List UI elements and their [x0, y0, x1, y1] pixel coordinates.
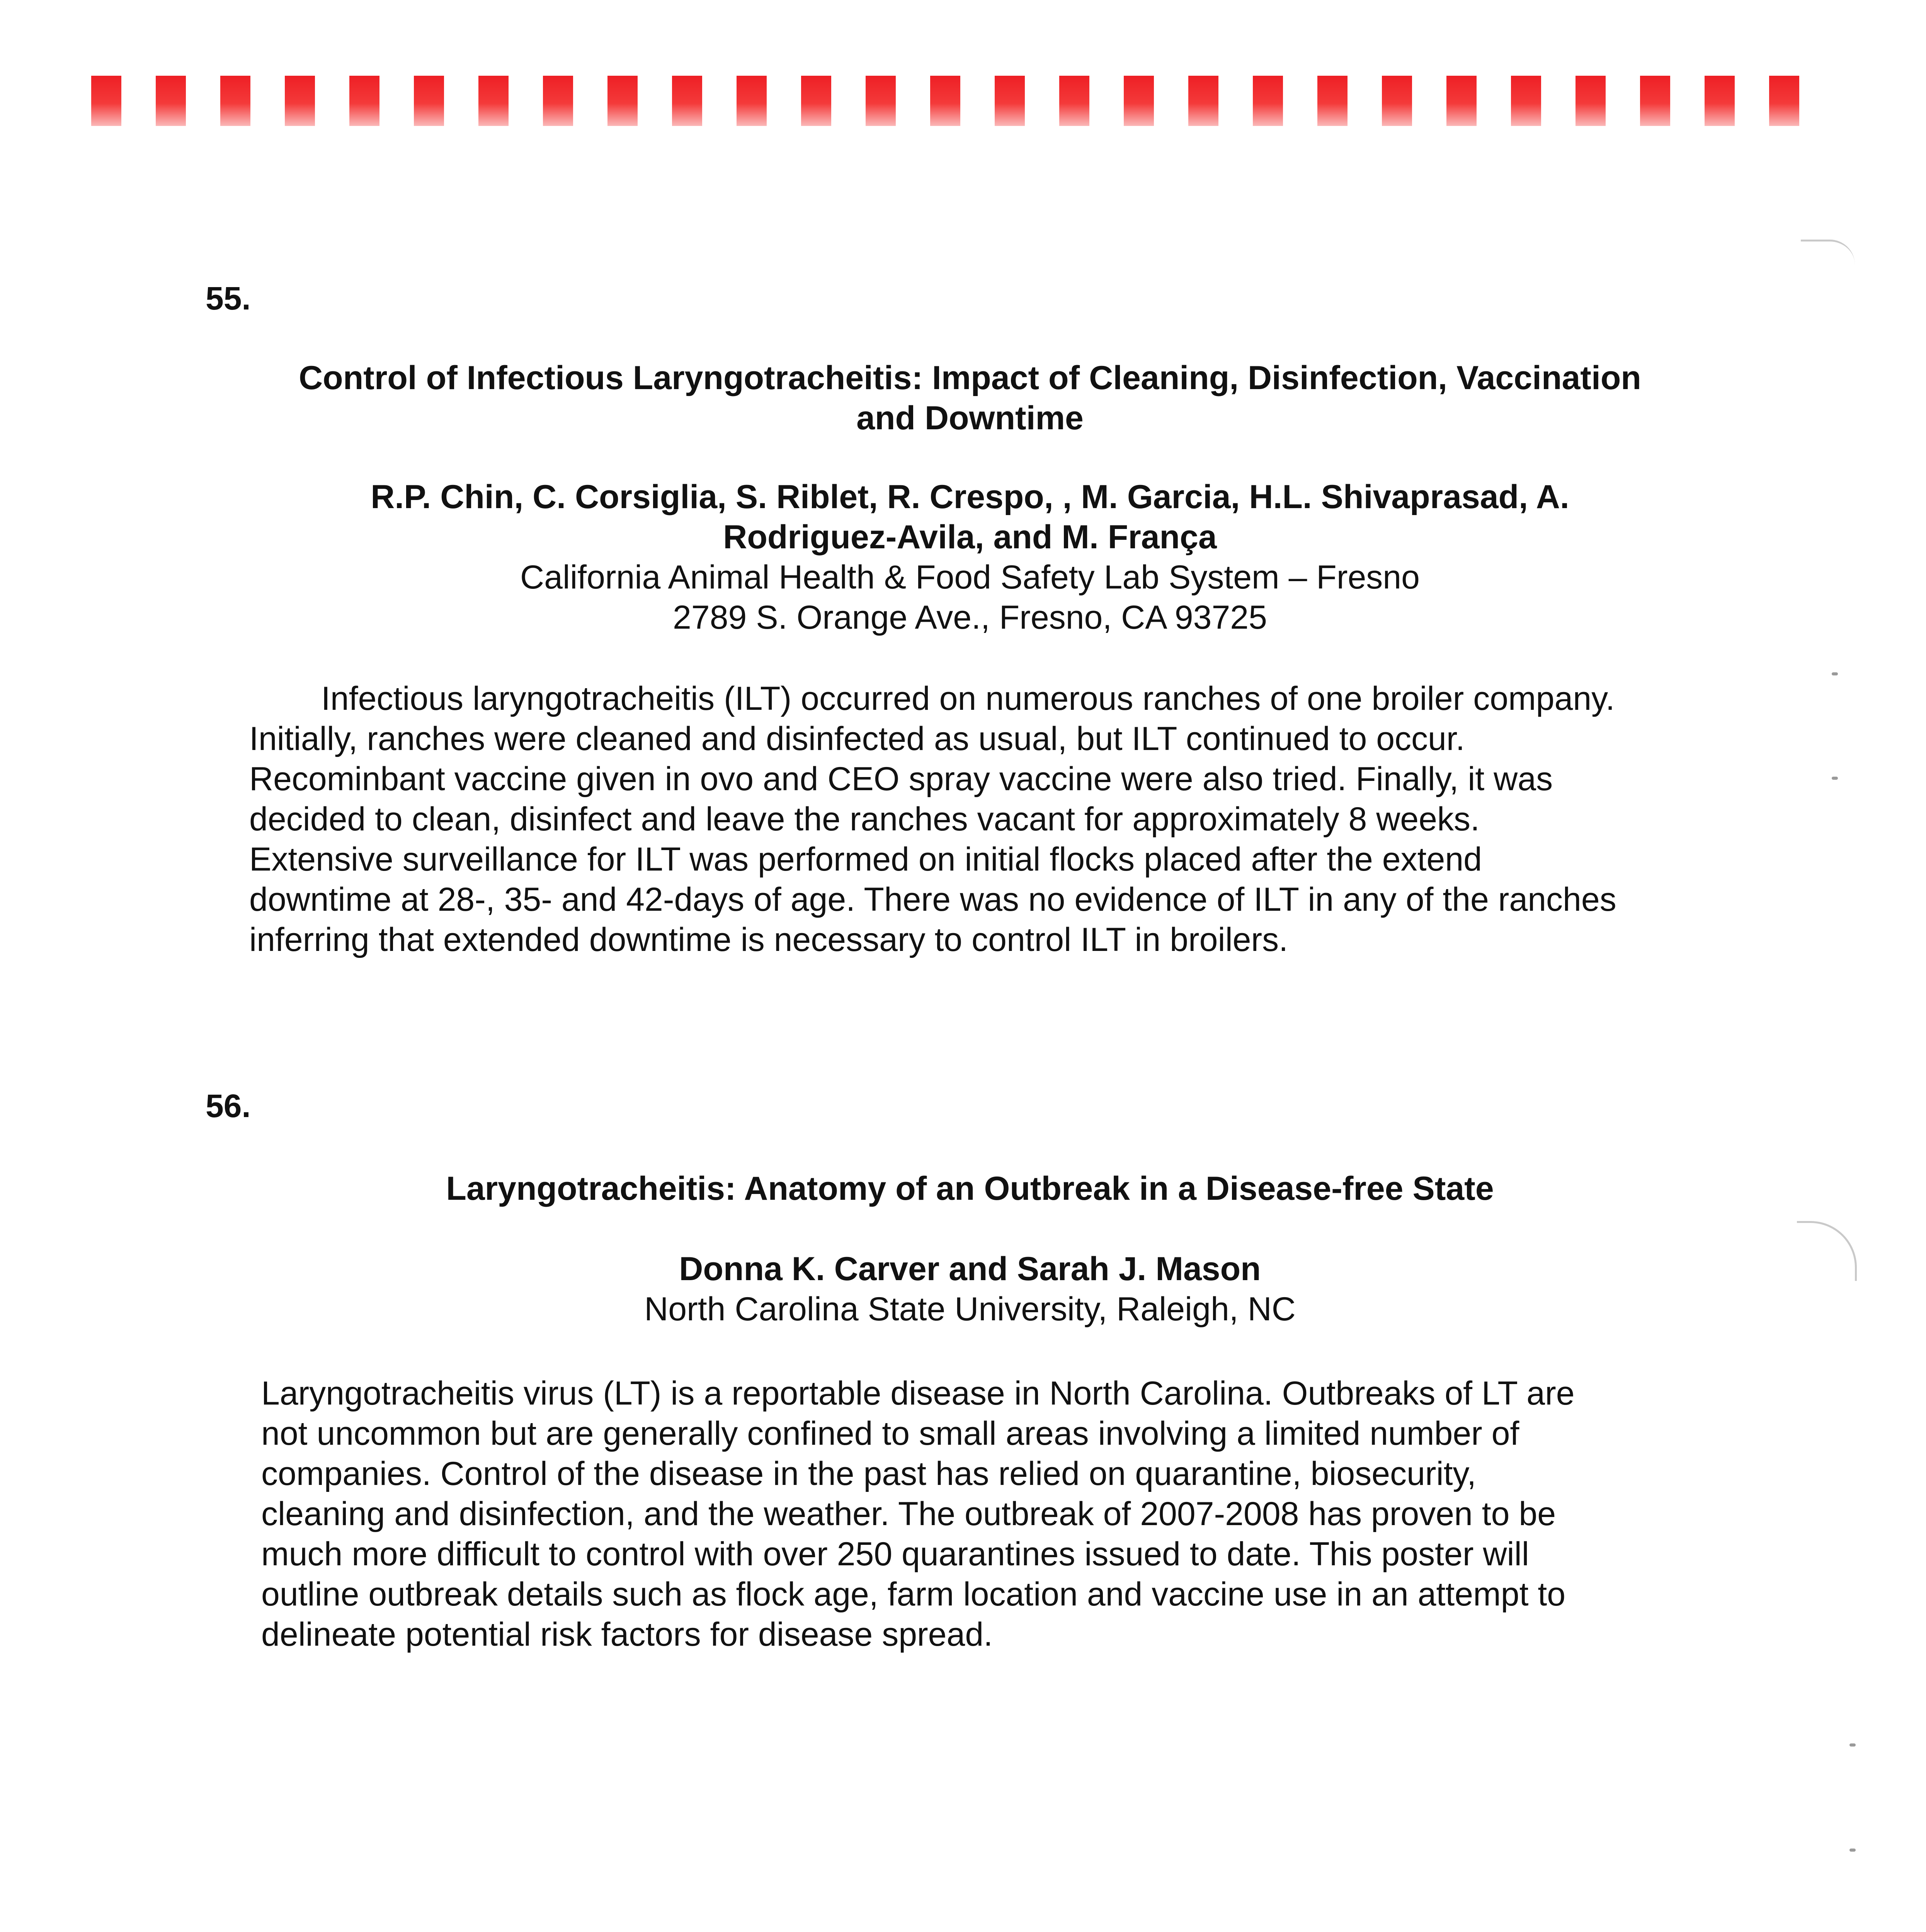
body-line: Recominbant vaccine given in ovo and CEO spray vaccine were also tried. Finally, it was	[249, 760, 1553, 798]
dash	[1576, 76, 1606, 126]
dash	[478, 76, 509, 126]
dash	[1511, 76, 1541, 126]
dash	[1640, 76, 1670, 126]
dash	[866, 76, 896, 126]
dash	[737, 76, 767, 126]
abstract-number: 55.	[206, 280, 251, 316]
body-line: not uncommon but are generally confined to small areas involving a limited number of	[261, 1415, 1519, 1452]
scan-speck	[1832, 672, 1838, 675]
dash	[1317, 76, 1348, 126]
binder-hole-mark	[1801, 240, 1855, 265]
affiliation-line: 2789 S. Orange Ave., Fresno, CA 93725	[673, 599, 1267, 636]
dash	[995, 76, 1025, 126]
dash	[672, 76, 702, 126]
body-line: Laryngotracheitis virus (LT) is a reportable disease in North Carolina. Outbreaks of LT are	[261, 1375, 1575, 1412]
dash	[930, 76, 960, 126]
dash	[91, 76, 121, 126]
affiliation-line: California Animal Health & Food Safety Lab System – Fresno	[520, 559, 1420, 596]
body-line: Extensive surveillance for ILT was performed on initial flocks placed after the extend	[249, 841, 1482, 878]
scan-speck	[1849, 1849, 1856, 1852]
body-line: Infectious laryngotracheitis (ILT) occurred on numerous ranches of one broiler company.	[321, 680, 1615, 717]
dash	[285, 76, 315, 126]
body-line: cleaning and disinfection, and the weather. The outbreak of 2007-2008 has proven to be	[261, 1495, 1556, 1532]
dash	[1059, 76, 1089, 126]
scan-speck	[1849, 1743, 1856, 1747]
author-list: Donna K. Carver and Sarah J. Mason	[679, 1250, 1261, 1287]
title-line: and Downtime	[856, 400, 1084, 437]
body-line: decided to clean, disinfect and leave the ranches vacant for approximately 8 weeks.	[249, 801, 1480, 838]
abstract-title: Laryngotracheitis: Anatomy of an Outbreak in a Disease-free State	[446, 1170, 1494, 1207]
abstract-body	[249, 679, 1616, 960]
scan-speck	[1832, 777, 1838, 780]
abstract-number: 56.	[206, 1088, 251, 1124]
body-line: Initially, ranches were cleaned and disinfected as usual, but ILT continued to occur.	[249, 720, 1465, 757]
body-line: downtime at 28-, 35- and 42-days of age. There was no evidence of ILT in any of the ranches	[249, 881, 1616, 918]
dash	[1769, 76, 1799, 126]
author-line: R.P. Chin, C. Corsiglia, S. Riblet, R. Crespo, , M. Garcia, H.L. Shivaprasad, A.	[371, 478, 1569, 515]
body-line: inferring that extended downtime is necessary to control ILT in broilers.	[249, 921, 1288, 958]
dash	[607, 76, 638, 126]
dash	[801, 76, 831, 126]
title-line: Control of Infectious Laryngotracheitis: Impact of Cleaning, Disinfection, Vaccination	[299, 359, 1641, 396]
abstract-body	[261, 1373, 1575, 1655]
dash	[1188, 76, 1218, 126]
affiliation	[232, 557, 1708, 638]
dash	[1253, 76, 1283, 126]
dash	[156, 76, 186, 126]
body-line: delineate potential risk factors for disease spread.	[261, 1616, 993, 1653]
dash	[543, 76, 573, 126]
header-dash-bar	[91, 76, 1807, 126]
dash	[220, 76, 250, 126]
dash	[1382, 76, 1412, 126]
body-line: much more difficult to control with over 250 quarantines issued to date. This poster will	[261, 1536, 1529, 1573]
body-line: outline outbreak details such as flock age, farm location and vaccine use in an attempt to	[261, 1576, 1566, 1613]
dash	[1705, 76, 1735, 126]
affiliation: North Carolina State University, Raleigh, NC	[644, 1291, 1296, 1328]
dash	[1446, 76, 1477, 126]
body-line: companies. Control of the disease in the past has relied on quarantine, biosecurity,	[261, 1455, 1477, 1492]
dash	[349, 76, 379, 126]
abstract-title	[232, 358, 1708, 438]
author-line: Rodriguez-Avila, and M. França	[723, 519, 1217, 556]
dash	[414, 76, 444, 126]
binder-hole-mark	[1797, 1221, 1857, 1281]
author-list	[232, 477, 1708, 557]
dash	[1124, 76, 1154, 126]
